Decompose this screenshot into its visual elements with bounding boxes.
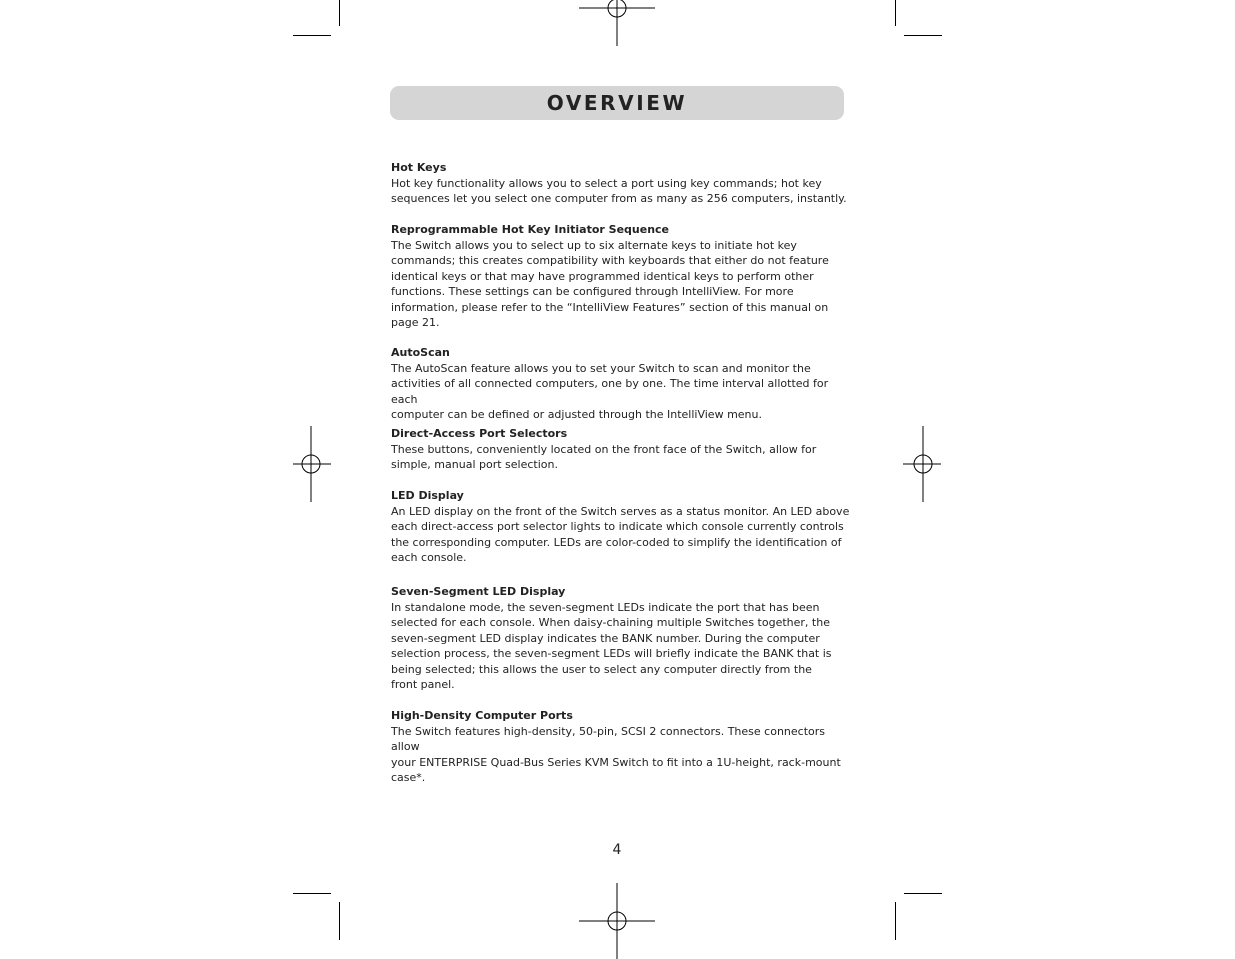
registration-mark-top-icon bbox=[579, 0, 655, 46]
section-heading: High-Density Computer Ports bbox=[391, 709, 573, 722]
section-heading: Direct-Access Port Selectors bbox=[391, 427, 568, 440]
section-body: The Switch features high-density, 50-pin, SCSI 2 connectors. These connectors allow your ENTERPRISE Quad-Bus Series KVM Switch to fit into a 1U-height, rack-mount case*. bbox=[391, 724, 841, 784]
crop-mark-top-right-horizontal bbox=[904, 35, 942, 36]
registration-mark-left-icon bbox=[273, 426, 349, 502]
page-number: 4 bbox=[612, 842, 622, 858]
section-led-display bbox=[391, 488, 849, 566]
section-reprogrammable-hot-key bbox=[391, 222, 829, 331]
crop-mark-bottom-right-horizontal bbox=[904, 893, 942, 894]
section-heading: Seven-Segment LED Display bbox=[391, 585, 566, 598]
crop-mark-bottom-right-vertical bbox=[895, 902, 896, 940]
crop-mark-bottom-left-vertical bbox=[339, 902, 340, 940]
section-body: In standalone mode, the seven-segment LEDs indicate the port that has been selected for each console. When daisy-chaining multiple Switches together, the seven-segment LED display indicates the BANK number. During the computer selection process, the seven-segment LEDs will briefly indicate the BANK that is being selected; this allows the user to select any computer directly from the front panel. bbox=[391, 600, 832, 691]
crop-mark-top-left-vertical bbox=[339, 0, 340, 26]
section-heading: Reprogrammable Hot Key Initiator Sequence bbox=[391, 223, 670, 236]
section-body: These buttons, conveniently located on the front face of the Switch, allow for simple, manual port selection. bbox=[391, 442, 817, 471]
section-heading: AutoScan bbox=[391, 346, 450, 359]
section-title-bar bbox=[390, 86, 844, 120]
page-title: OVERVIEW bbox=[546, 91, 688, 115]
section-direct-access-port-selectors bbox=[391, 426, 816, 473]
section-autoscan bbox=[391, 345, 851, 423]
section-body: Hot key functionality allows you to select a port using key commands; hot key sequences let you select one computer from as many as 256 computers, instantly. bbox=[391, 176, 847, 205]
section-heading: Hot Keys bbox=[391, 161, 447, 174]
crop-mark-top-left-horizontal bbox=[293, 35, 331, 36]
section-body: An LED display on the front of the Switch serves as a status monitor. An LED above each direct-access port selector lights to indicate which console currently controls the corresponding computer. LEDs are color-coded to simplify the identification of each console. bbox=[391, 504, 850, 564]
section-body: The AutoScan feature allows you to set your Switch to scan and monitor the activities of all connected computers, one by one. The time interval allotted for each computer can be defined or adjusted through the IntelliView menu. bbox=[391, 361, 829, 421]
registration-mark-bottom-icon bbox=[579, 883, 655, 959]
crop-mark-bottom-left-horizontal bbox=[293, 893, 331, 894]
registration-mark-right-icon bbox=[885, 426, 961, 502]
section-heading: LED Display bbox=[391, 489, 464, 502]
section-high-density-computer-ports bbox=[391, 708, 851, 786]
section-hot-keys bbox=[391, 160, 847, 207]
crop-mark-top-right-vertical bbox=[895, 0, 896, 26]
section-seven-segment-led-display bbox=[391, 584, 832, 693]
section-body: The Switch allows you to select up to six alternate keys to initiate hot key commands; this creates compatibility with keyboards that either do not feature identical keys or that may have programmed identical keys to perform other functions. These settings can be configured through IntelliView. For more information, please refer to the “IntelliView Features” section of this manual on page 21. bbox=[391, 238, 829, 329]
